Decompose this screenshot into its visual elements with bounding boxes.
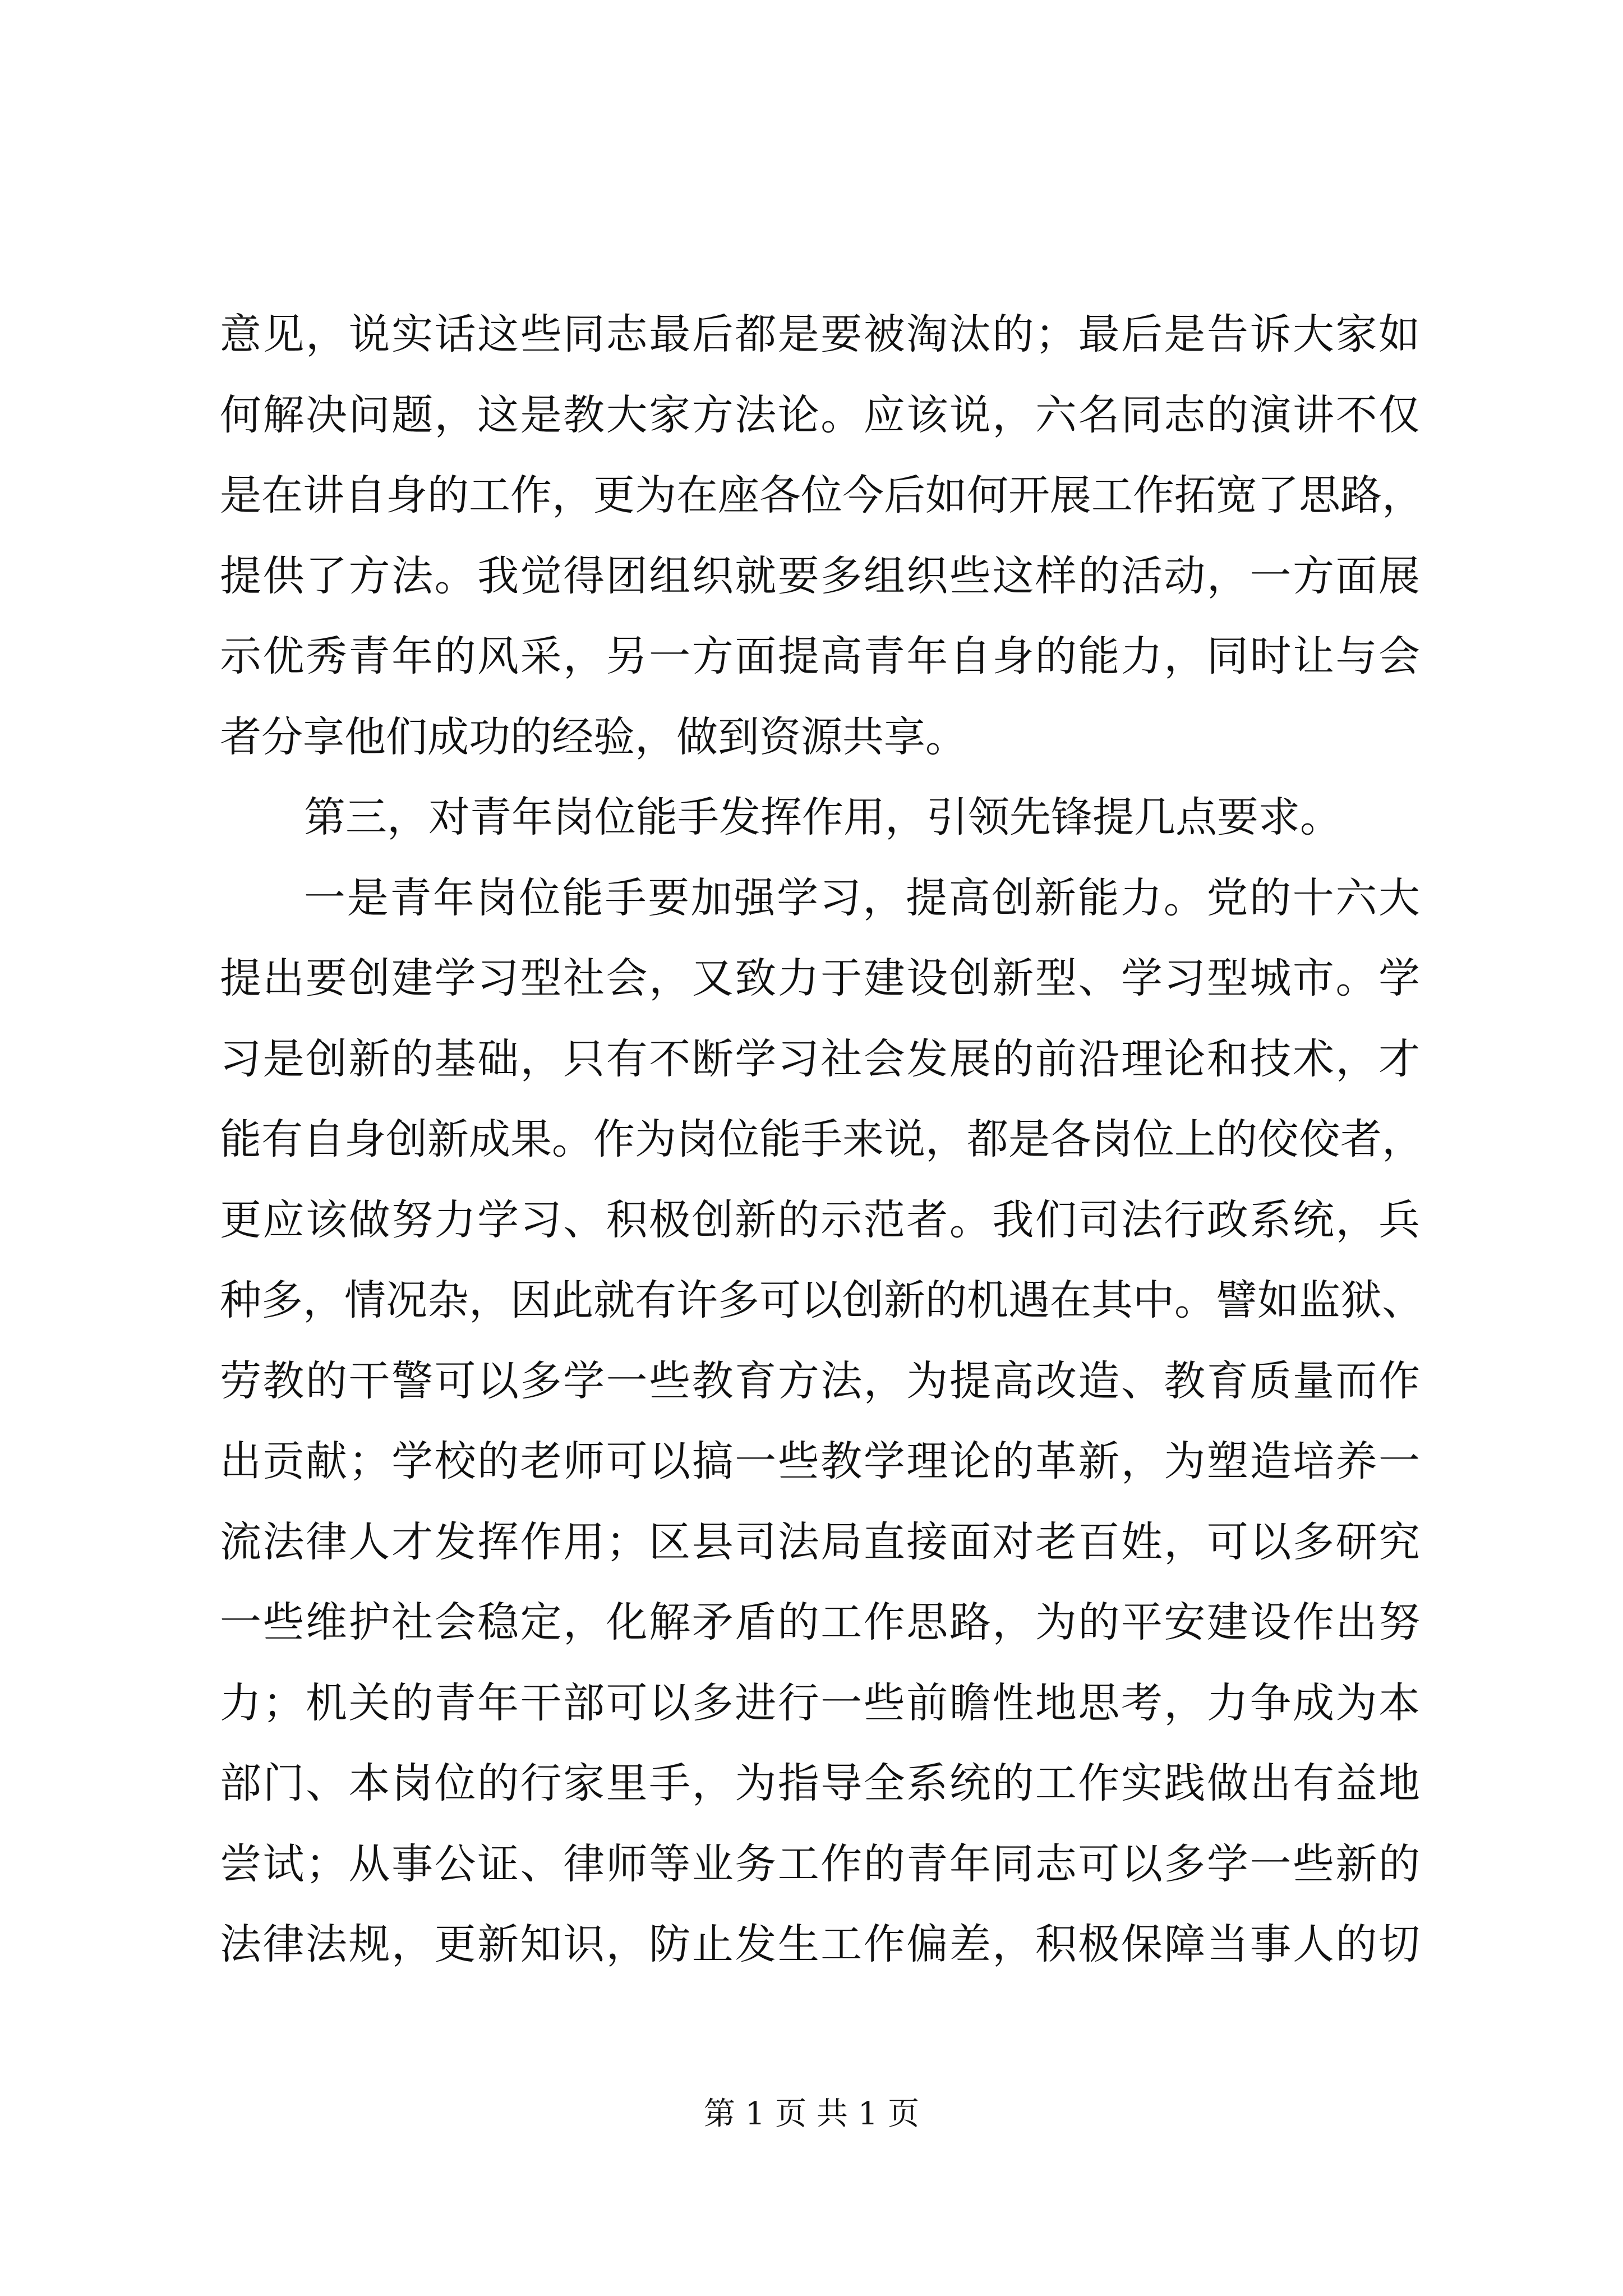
text-line: 第三，对青年岗位能手发挥作用，引领先锋提几点要求。 — [304, 793, 1341, 841]
text-line: 示优秀青年的风采，另一方面提高青年自身的能力，同时让与会 — [220, 632, 1420, 680]
text-line: 流法律人才发挥作用；区县司法局直接面对老百姓，可以多研究 — [220, 1517, 1420, 1566]
text-line: 种多，情况杂，因此就有许多可以创新的机遇在其中。譬如监狱、 — [220, 1276, 1423, 1324]
text-line: 提供了方法。我觉得团组织就要多组织些这样的活动，一方面展 — [220, 551, 1420, 600]
text-line: 是在讲自身的工作，更为在座各位今后如何开展工作拓宽了思路， — [220, 471, 1423, 519]
text-line: 劳教的干警可以多学一些教育方法，为提高改造、教育质量而作 — [220, 1356, 1420, 1405]
text-line: 法律法规，更新知识，防止发生工作偏差，积极保障当事人的切 — [220, 1920, 1420, 1968]
text-line: 提出要创建学习型社会，又致力于建设创新型、学习型城市。学 — [220, 954, 1420, 1002]
text-line: 力；机关的青年干部可以多进行一些前瞻性地思考，力争成为本 — [220, 1678, 1420, 1727]
text-line: 何解决问题，这是教大家方法论。应该说，六名同志的演讲不仅 — [220, 390, 1420, 439]
text-line: 一些维护社会稳定，化解矛盾的工作思路，为的平安建设作出努 — [220, 1598, 1420, 1646]
text-line: 尝试；从事公证、律师等业务工作的青年同志可以多学一些新的 — [220, 1839, 1420, 1888]
text-line: 一是青年岗位能手要加强学习，提高创新能力。党的十六大 — [304, 873, 1420, 922]
text-line: 部门、本岗位的行家里手，为指导全系统的工作实践做出有益地 — [220, 1759, 1420, 1807]
text-line: 更应该做努力学习、积极创新的示范者。我们司法行政系统，兵 — [220, 1195, 1420, 1244]
page-number-footer: 第 1 页 共 1 页 — [703, 2096, 920, 2132]
text-line: 习是创新的基础，只有不断学习社会发展的前沿理论和技术，才 — [220, 1034, 1420, 1083]
text-line: 者分享他们成功的经验，做到资源共享。 — [220, 712, 967, 761]
text-line: 能有自身创新成果。作为岗位能手来说，都是各岗位上的佼佼者， — [220, 1115, 1423, 1163]
body-text — [220, 295, 1423, 1985]
text-line: 意见，说实话这些同志最后都是要被淘汰的；最后是告诉大家如 — [220, 310, 1420, 358]
text-line: 出贡献；学校的老师可以搞一些教学理论的革新，为塑造培养一 — [220, 1437, 1420, 1485]
